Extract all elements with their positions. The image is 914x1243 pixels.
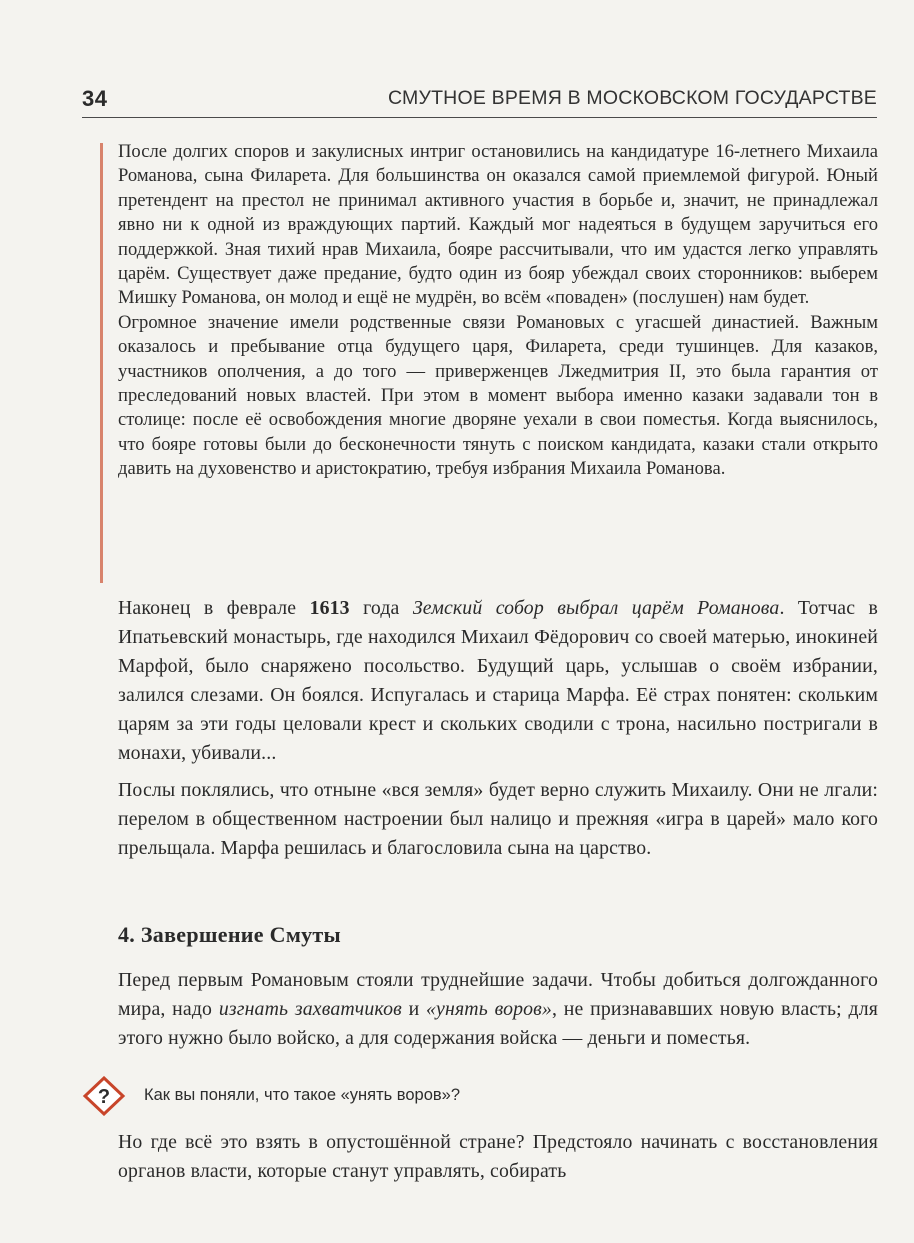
body-paragraph-1: [118, 594, 878, 768]
document-paragraph-2: Огромное значение имели родственные связи Романовых с угасшей династией. Важным оказалось и пребывание отца будущего царя, Филарета, среди тушинцев. Для казаков, участников ополчения, а до того — приверженцев Лжедмитрия II, это была гарантия от преследований новых властей. При этом в момент выбора именно казаки задавали тон в столице: после её освобождения многие дворяне уехали в свои поместья. Когда выяснилось, что бояре готовы были до бесконечности тянуть с поиском кандидата, казаки стали открыто давить на духовенство и аристократию, требуя избрания Михаила Романова.: [118, 311, 878, 480]
header-rule: [82, 117, 877, 118]
running-header: [82, 86, 877, 116]
body-paragraph-5: [118, 1128, 878, 1186]
question-mark-icon: [82, 1076, 126, 1116]
question-icon-symbol: ?: [97, 1086, 111, 1108]
year-1613: 1613: [309, 597, 350, 619]
p3-italic-2: «унять воров»: [426, 998, 552, 1020]
body-paragraph-3: [118, 966, 878, 1053]
page-number: 34: [82, 86, 108, 111]
section-heading: 4. Завершение Смуты: [118, 922, 342, 947]
p1-start: Наконец в феврале: [118, 597, 310, 619]
question-callout: [82, 1076, 877, 1116]
document-paragraph-1: После долгих споров и закулисных интриг остановились на кандидатуре 16-летнего Михаила Романова, сына Филарета. Для большинства он оказался самой приемлемой фигурой. Юный претендент на престол не принимал активного участия в борьбе и, значит, не принадлежал явно ни к одной из враждующих партий. Каждый мог надеяться в будущем заручиться его поддержкой. Зная тихий нрав Михаила, бояре рассчитывали, что им удастся легко управлять царём. Существует даже предание, будто один из бояр убеждал своих сторонников: выберем Мишку Романова, он молод и ещё не мудрён, во всём «поваден» (послушен) нам будет.: [118, 141, 878, 309]
running-title: СМУТНОЕ ВРЕМЯ В МОСКОВСКОМ ГОСУДАРСТВЕ: [387, 87, 877, 109]
p3-end: , не признававших новую власть; для этого нужно было войско, а для содержания войска — деньги и поместья.: [118, 998, 878, 1049]
p3-start: Перед первым Романовым стояли труднейшие задачи. Чтобы добиться долгожданного мира, надо: [118, 969, 878, 1020]
document-text: [118, 140, 878, 482]
p5-text: Но где всё это взять в опустошённой стране? Предстояло начинать с восстановления органов власти, которые станут управлять, собирать: [118, 1131, 878, 1182]
p2-text: Послы поклялись, что отныне «вся земля» будет верно служить Михаилу. Они не лгали: перелом в общественном настроении был налицо и прежняя «игра в царей» мало кого прельщала. Марфа решилась и благословила сына на царство.: [118, 779, 878, 859]
p1-italic: Земский собор выбрал царём Романова: [412, 597, 780, 619]
question-text: Как вы поняли, что такое «унять воров»?: [144, 1086, 461, 1104]
p3-mid: и: [401, 998, 427, 1020]
p1-end: . Тотчас в Ипатьевский монастырь, где находился Михаил Фёдорович со своей матерью, инокиней Марфой, было снаряжено посольство. Будущий царь, услышав о своём избрании, залился слезами. Он боялся. Испугалась и старица Марфа. Её страх понятен: скольким царям за эти годы целовали крест и скольких сводили с трона, насильно постригали в монахи, убивали...: [118, 597, 878, 764]
accent-bar: [100, 143, 103, 583]
body-paragraph-2: [118, 776, 878, 863]
p3-italic-1: изгнать захватчиков: [218, 998, 402, 1020]
p1-mid: года: [349, 597, 413, 619]
highlighted-document-block: [100, 140, 880, 583]
